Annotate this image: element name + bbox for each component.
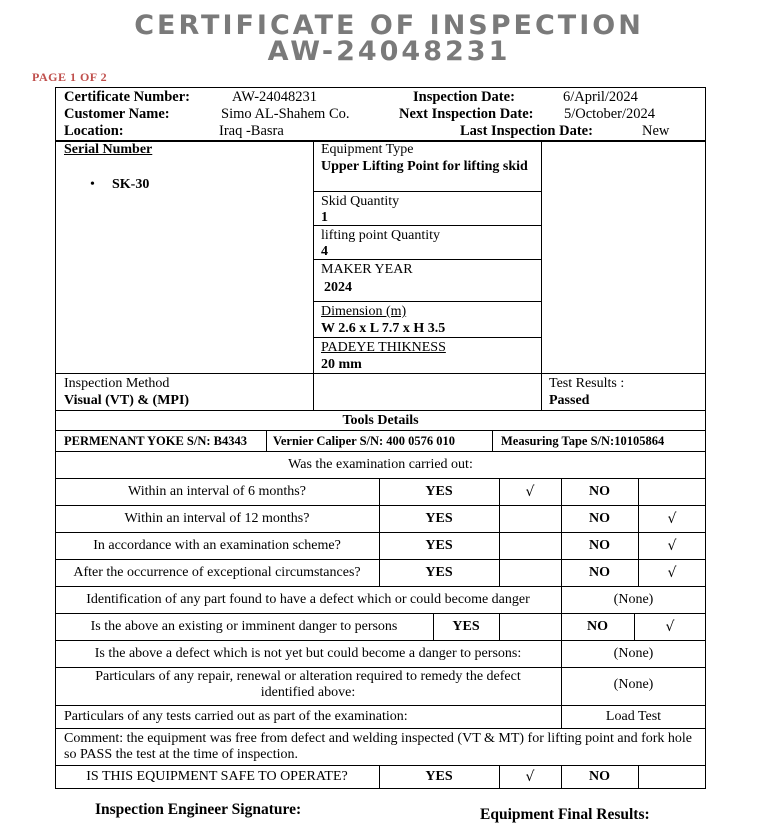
customer-name-label: Customer Name: bbox=[64, 106, 170, 122]
final-results-label: Equipment Final Results: bbox=[480, 806, 650, 823]
tools-heading: Tools Details bbox=[342, 413, 419, 428]
exam-no-label: NO bbox=[589, 538, 610, 553]
danger-question: Is the above an existing or imminent danger to persons bbox=[90, 619, 398, 634]
certificate-title: CERTIFICATE OF INSPECTION bbox=[134, 10, 644, 41]
page-marker: PAGE 1 OF 2 bbox=[32, 70, 108, 84]
check-icon: √ bbox=[665, 619, 675, 635]
exam-row-scheme: In accordance with an examination scheme? bbox=[93, 538, 341, 553]
check-icon: √ bbox=[667, 538, 677, 554]
bullet-icon: • bbox=[90, 177, 95, 192]
inspection-method-label: Inspection Method bbox=[64, 376, 170, 391]
future-defect-answer: (None) bbox=[613, 646, 654, 661]
inspection-date-label: Inspection Date: bbox=[413, 89, 515, 105]
certificate-number-title: AW-24048231 bbox=[267, 36, 511, 67]
exam-no-label: NO bbox=[589, 484, 610, 499]
examination-heading: Was the examination carried out: bbox=[288, 457, 473, 472]
exam-row-6-months: Within an interval of 6 months? bbox=[128, 484, 306, 499]
padeye-thickness-label: PADEYE THIKNESS bbox=[321, 340, 446, 355]
repair-question: Particulars of any repair, renewal or alteration required to remedy the defect identified above: bbox=[95, 669, 521, 700]
tool-permanent-yoke: PERMENANT YOKE S/N: B4343 bbox=[64, 434, 248, 448]
padeye-thickness-value: 20 mm bbox=[321, 357, 362, 372]
identification-question: Identification of any part found to have a defect which or could become danger bbox=[86, 592, 530, 607]
customer-name-value: Simo AL-Shahem Co. bbox=[221, 106, 350, 122]
serial-number-item: SK-30 bbox=[112, 177, 150, 192]
equipment-type-label: Equipment Type bbox=[321, 142, 414, 157]
tool-measuring-tape: Measuring Tape S/N:10105864 bbox=[501, 434, 665, 448]
exam-yes-label: YES bbox=[425, 484, 453, 499]
engineer-signature-label: Inspection Engineer Signature: bbox=[95, 801, 302, 818]
inspection-method-value: Visual (VT) & (MPI) bbox=[64, 393, 190, 408]
skid-quantity-value: 1 bbox=[321, 210, 328, 225]
exam-yes-label: YES bbox=[425, 565, 453, 580]
equipment-type-value: Upper Lifting Point for lifting skid bbox=[321, 159, 528, 174]
tests-question: Particulars of any tests carried out as part of the examination: bbox=[64, 709, 408, 724]
next-inspection-label: Next Inspection Date: bbox=[399, 106, 534, 122]
test-results-value: Passed bbox=[549, 393, 590, 408]
test-results-label: Test Results : bbox=[549, 376, 625, 391]
location-value: Iraq -Basra bbox=[219, 123, 284, 139]
cert-number-value: AW-24048231 bbox=[232, 89, 318, 105]
location-label: Location: bbox=[64, 123, 124, 139]
danger-no-label: NO bbox=[587, 619, 608, 634]
safe-no-label: NO bbox=[589, 769, 610, 784]
lifting-point-quantity-value: 4 bbox=[321, 244, 328, 259]
danger-yes-label: YES bbox=[452, 619, 480, 634]
last-inspection-value: New bbox=[642, 123, 670, 139]
check-icon: √ bbox=[525, 484, 535, 500]
safe-to-operate-question: IS THIS EQUIPMENT SAFE TO OPERATE? bbox=[86, 769, 348, 784]
exam-yes-label: YES bbox=[425, 511, 453, 526]
future-defect-question: Is the above a defect which is not yet but could become a danger to persons: bbox=[94, 646, 522, 661]
tests-answer: Load Test bbox=[605, 709, 662, 724]
identification-answer: (None) bbox=[613, 592, 654, 607]
inspection-comment: Comment: the equipment was free from defect and welding inspected (VT & MT) for lifting point and fork hole so PASS the test at the time of inspection. bbox=[64, 731, 693, 762]
safe-yes-label: YES bbox=[425, 769, 453, 784]
repair-answer: (None) bbox=[613, 677, 654, 692]
tool-vernier-caliper: Vernier Caliper S/N: 400 0576 010 bbox=[273, 434, 456, 448]
skid-quantity-label: Skid Quantity bbox=[321, 194, 400, 209]
maker-year-label: MAKER YEAR bbox=[321, 262, 413, 277]
exam-row-12-months: Within an interval of 12 months? bbox=[124, 511, 310, 526]
lifting-point-quantity-label: lifting point Quantity bbox=[321, 228, 440, 243]
last-inspection-label: Last Inspection Date: bbox=[460, 123, 593, 139]
exam-yes-label: YES bbox=[425, 538, 453, 553]
check-icon: √ bbox=[667, 565, 677, 581]
exam-no-label: NO bbox=[589, 565, 610, 580]
check-icon: √ bbox=[667, 511, 677, 527]
dimension-label: Dimension (m) bbox=[321, 304, 407, 319]
serial-number-label: Serial Number bbox=[64, 142, 153, 157]
inspection-date-value: 6/April/2024 bbox=[563, 89, 638, 105]
next-inspection-value: 5/October/2024 bbox=[564, 106, 656, 122]
maker-year-value: 2024 bbox=[324, 280, 352, 295]
dimension-value: W 2.6 x L 7.7 x H 3.5 bbox=[321, 321, 446, 336]
cert-number-label: Certificate Number: bbox=[64, 89, 191, 105]
exam-row-exceptional: After the occurrence of exceptional circumstances? bbox=[73, 565, 361, 580]
check-icon: √ bbox=[525, 769, 535, 785]
exam-no-label: NO bbox=[589, 511, 610, 526]
